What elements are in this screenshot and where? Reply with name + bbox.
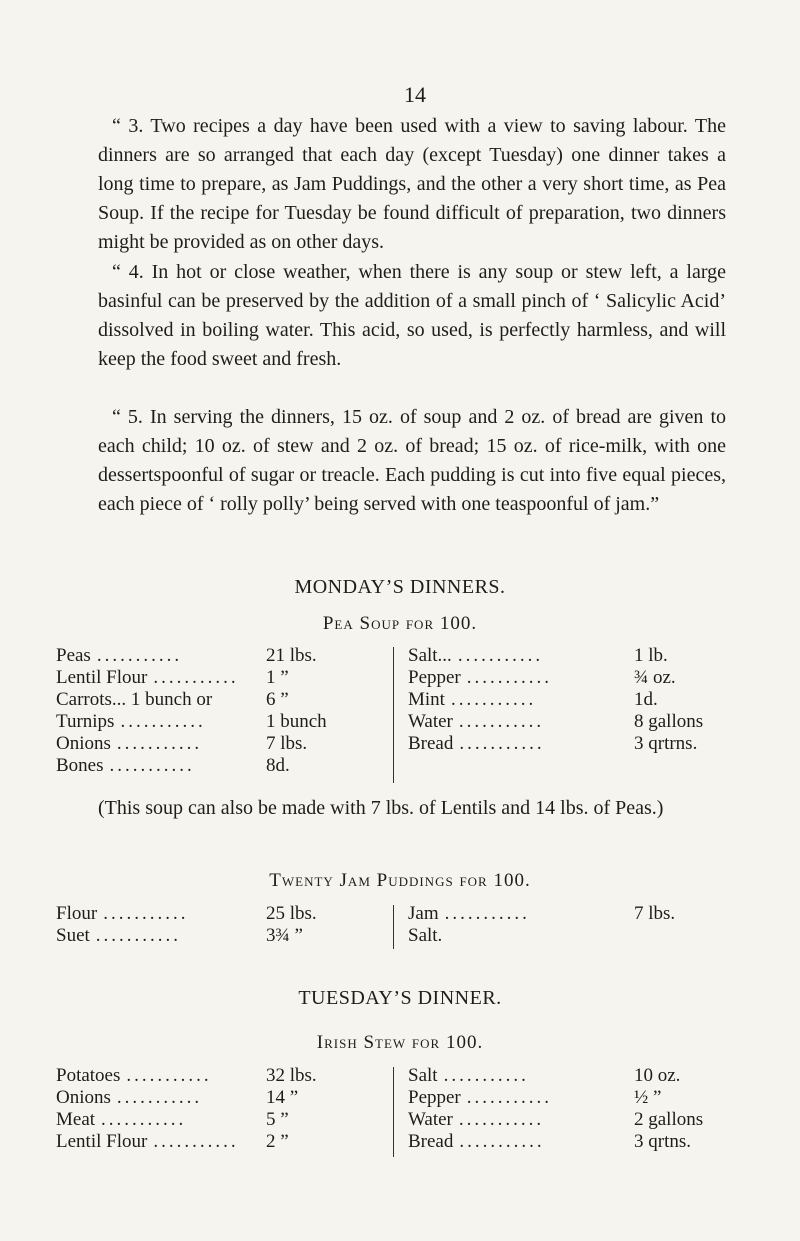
ingredient-qty: 8 gallons (634, 711, 704, 732)
ingredient-name: Bread (408, 733, 454, 754)
ingredient-name: Salt. (408, 925, 443, 946)
paragraph-5: “ 5. In serving the dinners, 15 oz. of soup and 2 oz. of bread are given to each child; 10 oz. of stew and 2 oz. of bread; 15 oz. of rice-milk, with one dessertspoonful of sugar or treacle. Each pudding is cut into five equal pieces, each piece of ‘ rolly polly’ being served with one teaspoonful of jam.” (98, 406, 726, 515)
ingredient-name: Mint (408, 689, 445, 710)
column-divider (393, 647, 394, 783)
ingredient-row (56, 711, 352, 733)
leader-dots: ........... (109, 755, 195, 776)
ingredient-name: Meat (56, 1109, 96, 1130)
ingredient-name: Salt... (408, 645, 452, 666)
ingredient-row (56, 903, 352, 925)
leader-dots: ........... (103, 903, 189, 924)
ingredient-row (56, 667, 352, 689)
ingredient-qty: 32 lbs. (266, 1065, 317, 1086)
ingredient-qty: 3¾ ” (266, 925, 303, 946)
ingredient-name: Suet (56, 925, 90, 946)
ingredient-qty: 7 lbs. (634, 903, 676, 924)
ingredient-name: Carrots... 1 bunch or (56, 689, 213, 710)
ingredient-row (408, 903, 746, 925)
ingredient-name: Onions (56, 1087, 111, 1108)
ingredient-row (56, 755, 352, 777)
leader-dots: ........... (95, 925, 182, 946)
leader-dots: ........... (153, 667, 239, 688)
leader-dots: ........... (457, 645, 544, 666)
ingredient-row (408, 925, 746, 947)
jam-puddings-left-table (56, 903, 352, 947)
ingredient-row (408, 645, 746, 667)
leader-dots: ........... (459, 1131, 545, 1152)
leader-dots: ........... (153, 1131, 239, 1152)
ingredient-qty: 1 bunch (266, 711, 327, 732)
ingredient-name: Lentil Flour (56, 667, 148, 688)
irish-stew-title: Irish Stew for 100. (316, 1032, 484, 1053)
column-divider (393, 905, 394, 949)
ingredient-qty: ¾ oz. (634, 667, 676, 688)
jam-puddings-right-table (408, 903, 746, 947)
pea-soup-left-table (56, 645, 352, 777)
ingredient-qty: 1d. (634, 689, 658, 710)
ingredient-row (408, 1109, 746, 1131)
leader-dots: ........... (459, 733, 545, 754)
ingredient-qty: 25 lbs. (266, 903, 317, 924)
ingredient-row (56, 689, 352, 711)
leader-dots: ........... (443, 1065, 529, 1086)
paragraph-3: “ 3. Two recipes a day have been used with a view to saving labour. The dinners are so arranged that each day (except Tuesday) one dinner takes a long time to prepare, as Jam Puddings, and the other a very short time, as Pea Soup. If the recipe for Tuesday be found difficult of preparation, two dinners might be provided as on other days. (98, 115, 726, 253)
ingredient-row (56, 645, 352, 667)
ingredient-row (408, 711, 746, 733)
paragraph-4: “ 4. In hot or close weather, when there is any soup or stew left, a large basinful can be preserved by the addition of a small pinch of ‘ Salicylic Acid’ dissolved in boiling water. This acid, so used, is perfectly harmless, and will keep the food sweet and fresh. (98, 261, 726, 370)
ingredient-qty: 3 qrtns. (634, 1131, 691, 1152)
leader-dots: ........... (458, 711, 545, 732)
ingredient-qty: 14 ” (266, 1087, 299, 1108)
jam-puddings-title: Twenty Jam Puddings for 100. (269, 870, 531, 891)
leader-dots: ........... (101, 1109, 187, 1130)
ingredient-row (56, 925, 352, 947)
ingredient-qty: 1 ” (266, 667, 289, 688)
ingredient-row (408, 667, 746, 689)
ingredient-name: Lentil Flour (56, 1131, 148, 1152)
page-number: 14 (404, 82, 426, 107)
tuesday-heading: TUESDAY’S DINNER. (298, 987, 502, 1009)
ingredient-qty: 3 qrtrns. (634, 733, 698, 754)
ingredient-name: Turnips (56, 711, 115, 732)
ingredient-row (408, 733, 746, 755)
ingredient-name: Bread (408, 1131, 454, 1152)
ingredient-name: Salt (408, 1065, 438, 1086)
ingredient-name: Pepper (408, 1087, 461, 1108)
leader-dots: ........... (120, 711, 206, 732)
ingredient-name: Pepper (408, 667, 461, 688)
ingredient-name: Water (408, 1109, 453, 1130)
ingredient-name: Jam (408, 903, 439, 924)
ingredient-qty: 8d. (266, 755, 290, 776)
ingredient-qty: 6 ” (266, 689, 289, 710)
ingredient-qty: 2 ” (266, 1131, 289, 1152)
irish-stew-left-table (56, 1065, 352, 1153)
ingredient-row (408, 689, 746, 711)
pea-soup-note: (This soup can also be made with 7 lbs. of Lentils and 14 lbs. of Peas.) (98, 797, 664, 819)
leader-dots: ........... (116, 733, 203, 754)
ingredient-qty: 2 gallons (634, 1109, 704, 1130)
ingredient-name: Onions (56, 733, 111, 754)
ingredient-name: Potatoes (56, 1065, 121, 1086)
leader-dots: ........... (444, 903, 530, 924)
leader-dots: ........... (450, 689, 537, 710)
monday-heading: MONDAY’S DINNERS. (294, 576, 506, 598)
leader-dots: ........... (96, 645, 183, 666)
ingredient-row (408, 1131, 746, 1153)
ingredient-row (408, 1087, 746, 1109)
pea-soup-right-table (408, 645, 746, 755)
ingredient-row (56, 1131, 352, 1153)
leader-dots: ........... (126, 1065, 212, 1086)
ingredient-qty: 5 ” (266, 1109, 289, 1130)
ingredient-qty: 21 lbs. (266, 645, 317, 666)
leader-dots: ........... (466, 667, 553, 688)
ingredient-name: Bones (56, 755, 104, 776)
ingredient-name: Peas (56, 645, 91, 666)
column-divider (393, 1067, 394, 1157)
ingredient-name: Water (408, 711, 453, 732)
leader-dots (212, 689, 266, 711)
pea-soup-title: Pea Soup for 100. (322, 613, 478, 634)
leader-dots: ........... (116, 1087, 203, 1108)
ingredient-row (56, 733, 352, 755)
leader-dots: ........... (458, 1109, 545, 1130)
ingredient-qty: 10 oz. (634, 1065, 681, 1086)
ingredient-qty: 7 lbs. (266, 733, 308, 754)
leader-dots: ........... (466, 1087, 553, 1108)
ingredient-name: Flour (56, 903, 98, 924)
ingredient-row (56, 1109, 352, 1131)
ingredient-row (408, 1065, 746, 1087)
ingredient-row (56, 1087, 352, 1109)
ingredient-qty: 1 lb. (634, 645, 668, 666)
irish-stew-right-table (408, 1065, 746, 1153)
ingredient-row (56, 1065, 352, 1087)
ingredient-qty: ½ ” (634, 1087, 662, 1108)
